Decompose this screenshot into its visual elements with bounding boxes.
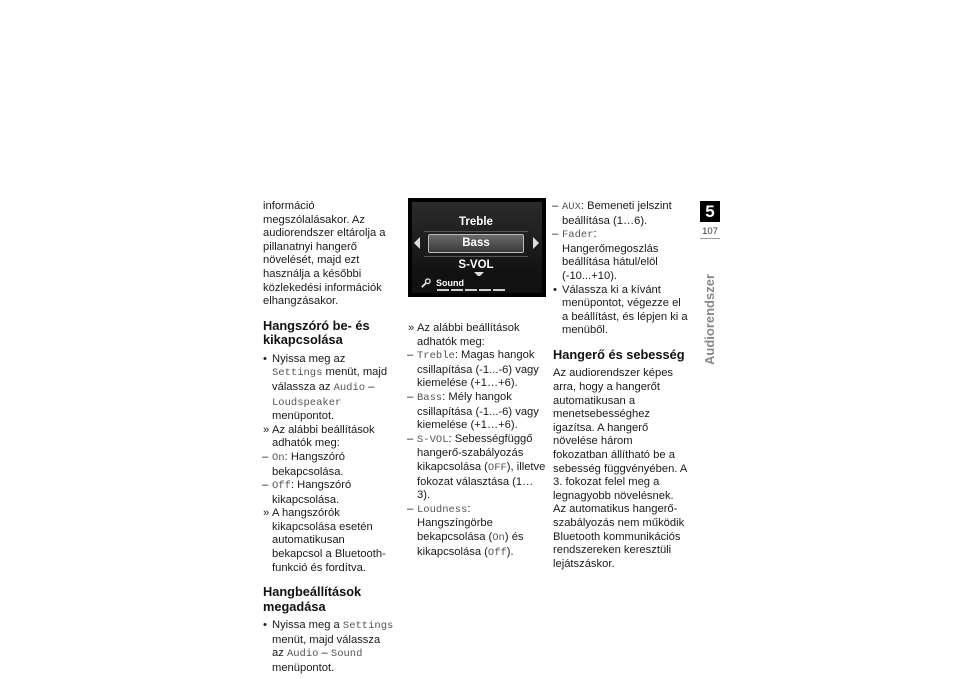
page-indicator <box>437 289 507 297</box>
dash-item-off: – Off: Hangszóró kikapcsolása. <box>262 479 352 506</box>
heading-speaker: Hangszóró be- és kikapcsolása <box>263 317 370 348</box>
bullet-open-sound: • Nyissa meg a Settings menüt, majd válassza az Audio – Sound menüpontot. <box>263 619 394 675</box>
dash-item-fader: – Fader: Hangerőmegoszlás beállítása hátul/elöl (-10...+10). <box>552 228 659 282</box>
dash-item-svol: – S-VOL: Sebességfüggő hangerő-szabályozás kikapcsolása (OFF), illetve fokozat választása (1…3). <box>407 432 546 502</box>
page-number: 107 <box>702 226 718 237</box>
arrow-settings-list: » Az alábbi beállítások adhatók meg: <box>263 423 375 450</box>
sound-title-bar <box>412 276 542 293</box>
arrow-settings-list-2: » Az alábbi beállítások adhatók meg: <box>408 322 520 348</box>
column-2 <box>408 322 546 560</box>
menu-item-svol: S-VOL <box>424 256 528 274</box>
arrow-bluetooth-note: » A hangszórók kikapcsolása esetén automatikusan bekapcsol a Bluetooth-funkció és fordítva. <box>263 507 386 574</box>
arrow-right-icon <box>533 237 539 249</box>
heading-sound-settings: Hangbeállítások megadása <box>263 584 362 614</box>
bullet-marker: • <box>263 352 267 365</box>
menu-item-bass-selected: Bass <box>428 234 524 253</box>
dash-item-on: – On: Hangszóró bekapcsolása. <box>262 450 345 478</box>
wrench-icon <box>420 278 431 289</box>
column-3 <box>553 200 689 571</box>
arrow-left-icon <box>414 237 420 249</box>
dash-item-aux: – AUX: Bemeneti jelszint beállítása (1…6). <box>552 200 672 227</box>
column-1 <box>263 200 395 676</box>
dash-item-treble: – Treble: Magas hangok csillapítása (-1...-6) vagy kiemelése (+1…+6). <box>407 349 539 390</box>
sound-menu-screenshot <box>408 198 546 297</box>
page-divider <box>700 238 720 239</box>
arrow-marker: » <box>263 423 270 436</box>
bullet-open-loudspeaker: • Nyissa meg az Settings menüt, majd válassza az Audio – Loudspeaker menüpontot. <box>263 352 388 423</box>
intro-text: információ megszólalásakor. Az audiorendszer eltárolja a pillanatnyi hangerő növelését, majd ezt használja a későbbi közlekedési információk elhangzásakor. <box>263 200 386 308</box>
dash-item-bass: – Bass: Mély hangok csillapítása (-1...-6) vagy kiemelése (+1…+6). <box>407 390 539 432</box>
heading-volume-speed: Hangerő és sebesség <box>553 346 685 362</box>
chapter-number: 5 <box>700 201 720 222</box>
menu-item-treble: Treble <box>424 214 528 232</box>
bullet-select-item: • Válassza ki a kívánt menüpontot, végezze el a beállítást, és lépjen ki a menüből. <box>553 283 688 337</box>
dash-item-loudness: – Loudness: Hangszíngörbe bekapcsolása (On) és kikapcsolása (Off). <box>407 502 524 559</box>
speed-volume-paragraph: Az audiorendszer képes arra, hogy a hangerőt automatikusan a menetsebességhez igazítsa. A hangerő növelése három fokozatban állítható be a sebesség függvényében. A 3. fokozat felel meg a legnagyobb növelésnek. Az automatikus hangerő-szabályozás nem működik Bluetooth kommunikációs rendszereken keresztüli lejátszáskor. <box>553 367 687 570</box>
sound-label: Sound <box>436 278 464 288</box>
chapter-title: Audiorendszer <box>702 273 717 365</box>
